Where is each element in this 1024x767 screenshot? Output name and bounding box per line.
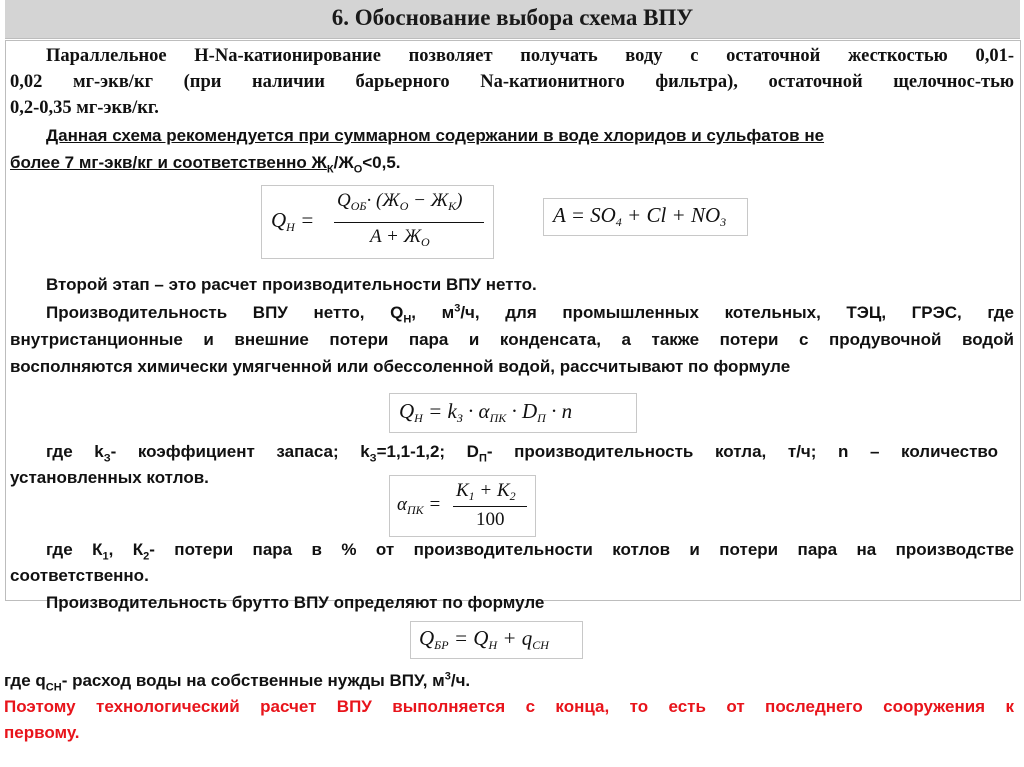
formula-qbr: QБР = QН + qСН [410,621,583,659]
paragraph-line: установленных котлов. [10,468,209,487]
formula-alpha: $\alpha_{ПК}$ = $К_1 + К_2$ 100 [389,475,536,537]
right-border [1020,40,1021,600]
conclusion-line: первому. [4,723,80,742]
paragraph-line: соответственно. [10,566,149,585]
paragraph-line: более 7 мг-экв/кг и соответственно $Ж_К/Ж_О<0,5$. [10,153,401,176]
formula-qn-ratio: QН = $Q_{ОБ}\cdot (Ж_О - Ж_К)$ $A + Ж_О$ [261,185,494,259]
paragraph-line: Данная схема рекомендуется при суммарном содержании в воде хлоридов и сульфатов не [46,126,825,145]
paragraph-line: Производительность ВПУ нетто, $Q_Н$, $м^3/ч$, для промышленных котельных, ТЭЦ, ГРЭС, где [46,302,1014,326]
page-title: 6. Обоснование выбора схема ВПУ [331,5,694,30]
paragraph-line: 0,2-0,35 мг-экв/кг. [10,98,159,118]
paragraph-line: где $К_1$, $К_2-$ потери пара в % от производительности котлов и потери пара на производстве [46,540,1014,563]
paragraph-line: Производительность брутто ВПУ определяют по формуле [46,593,545,612]
formula-qn-product: QН = kЗ · αПК · DП · n [389,393,637,433]
divider [5,40,1021,41]
paragraph-line: где $k_З-$ коэффициент запаса; $k_З=1,1-1,2$; $D_П-$ производительность котла, т/ч; n – количество [46,442,999,465]
left-border [5,40,6,600]
paragraph-line: Параллельное H-Na-катионирование позволяет получать воду с остаточной жесткостью 0,01- [46,46,1014,66]
paragraph-line: Второй этап – это расчет производительности ВПУ нетто. [46,275,537,294]
paragraph-line: восполняются химически умягченной или обессоленной водой, рассчитывают по формуле [10,357,791,376]
paragraph-line: внутристанционные и внешние потери пара и конденсата, а также потери с продувочной водой [10,330,1014,349]
formula-a-sum: A = SO4 + Cl + NO3 [543,198,748,236]
paragraph-line: 0,02 мг-экв/кг (при наличии барьерного Na-катионитного фильтра), остаточной щелочнос-тью [10,72,1014,92]
paragraph-line: где $q_{СН}-$ расход воды на собственные нужды ВПУ, $м^3/ч$. [4,670,471,694]
conclusion-line: Поэтому технологический расчет ВПУ выполняется с конца, то есть от последнего сооружения к [4,697,1014,716]
title-bar [5,0,1020,39]
